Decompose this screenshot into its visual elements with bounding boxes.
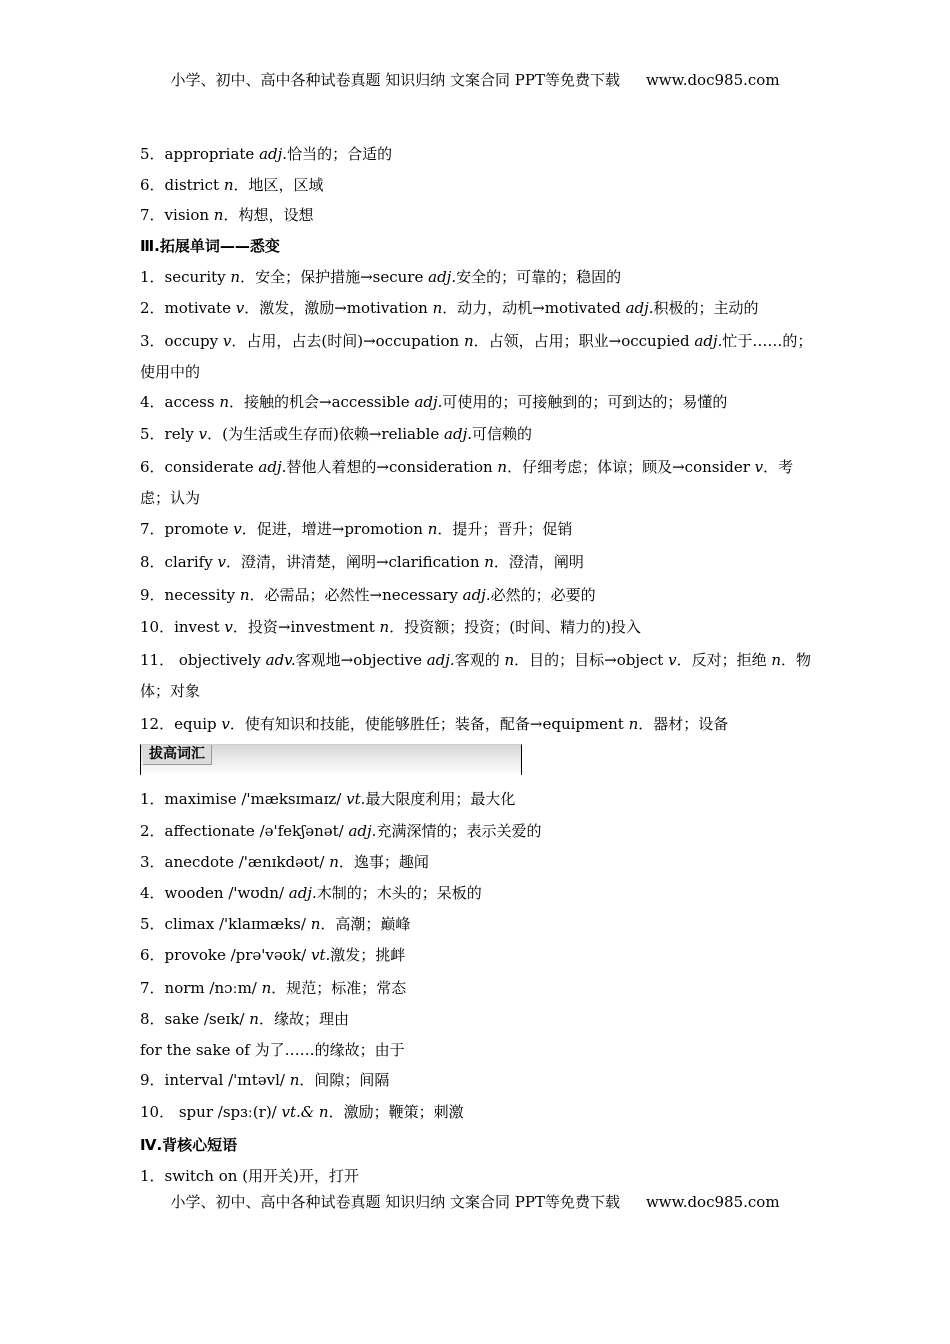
list-item: 2．affectionate /ə'fekʃənət/ adj.充满深情的；表示关爱的 bbox=[140, 822, 542, 840]
list-item: 10． spur /spɜː(r)/ vt.& n．激励；鞭策；刺激 bbox=[140, 1103, 464, 1121]
list-item: 9．interval /'ɪntəvl/ n．间隙；间隔 bbox=[140, 1071, 390, 1089]
list-item: 4．wooden /'wʊdn/ adj.木制的；木头的；呆板的 bbox=[140, 884, 482, 902]
footer-text: 小学、初中、高中各种试卷真题 知识归纳 文案合同 PPT等免费下载 bbox=[170, 1193, 620, 1211]
section-heading-expand-words: Ⅲ.拓展单词——悉变 bbox=[140, 237, 280, 255]
list-item: 1．switch on (用开关)开，打开 bbox=[140, 1167, 359, 1185]
list-item: 5．climax /'klaɪmæks/ n．高潮；巅峰 bbox=[140, 915, 411, 933]
list-item: 4．access n．接触的机会→accessible adj.可使用的；可接触到的；可到达的；易懂的 bbox=[140, 393, 728, 411]
page-header bbox=[0, 71, 950, 89]
list-item: 1．maximise /'mæksɪmaɪz/ vt.最大限度利用；最大化 bbox=[140, 790, 516, 808]
section-heading-core-phrases: Ⅳ.背核心短语 bbox=[140, 1136, 238, 1154]
list-item: 7．norm /nɔːm/ n．规范；标准；常态 bbox=[140, 979, 407, 997]
page-footer bbox=[0, 1193, 950, 1211]
list-item: 1．security n．安全；保护措施→secure adj.安全的；可靠的；稳固的 bbox=[140, 268, 622, 286]
header-text: 小学、初中、高中各种试卷真题 知识归纳 文案合同 PPT等免费下载 bbox=[170, 71, 620, 89]
list-item: 5．appropriate adj.恰当的；合适的 bbox=[140, 145, 393, 163]
advanced-vocab-title: 拔高词汇 bbox=[143, 745, 212, 765]
list-item: 6．provoke /prə'vəʊk/ vt.激发；挑衅 bbox=[140, 946, 406, 964]
list-item: 3．anecdote /'ænɪkdəʊt/ n．逸事；趣闻 bbox=[140, 853, 429, 871]
list-item: 7．vision n．构想，设想 bbox=[140, 206, 314, 224]
footer-url[interactable]: www.doc985.com bbox=[645, 1193, 780, 1211]
phrase-line: for the sake of 为了……的缘故；由于 bbox=[140, 1041, 405, 1059]
advanced-vocab-box bbox=[140, 744, 522, 775]
list-item: 5．rely v．(为生活或生存而)依赖→reliable adj.可信赖的 bbox=[140, 425, 533, 443]
list-item: 7．promote v．促进，增进→promotion n．提升；晋升；促销 bbox=[140, 520, 573, 538]
list-item: 6．district n．地区，区域 bbox=[140, 176, 324, 194]
list-item: 6．considerate adj.替他人着想的→consideration n．仔细考虑；体谅；顾及→consider v．考虑；认为 bbox=[140, 458, 794, 507]
list-item: 8．clarify v．澄清，讲清楚，阐明→clarification n．澄清，阐明 bbox=[140, 553, 584, 571]
list-item: 10．invest v．投资→investment n．投资额；投资；(时间、精力的)投入 bbox=[140, 618, 641, 636]
header-url[interactable]: www.doc985.com bbox=[645, 71, 780, 89]
list-item: 12．equip v．使有知识和技能，使能够胜任；装备，配备→equipment n．器材；设备 bbox=[140, 715, 729, 733]
list-item: 11． objectively adv.客观地→objective adj.客观的 n．目的；目标→object v．反对；拒绝 n．物体；对象 bbox=[140, 651, 812, 700]
list-item: 9．necessity n．必需品；必然性→necessary adj.必然的；必要的 bbox=[140, 586, 596, 604]
list-item: 2．motivate v．激发，激励→motivation n．动力，动机→motivated adj.积极的；主动的 bbox=[140, 299, 759, 317]
list-item: 3．occupy v．占用，占去(时间)→occupation n．占领，占用；职业→occupied adj.忙于……的；使用中的 bbox=[140, 332, 813, 381]
list-item: 8．sake /seɪk/ n．缘故；理由 bbox=[140, 1010, 349, 1028]
